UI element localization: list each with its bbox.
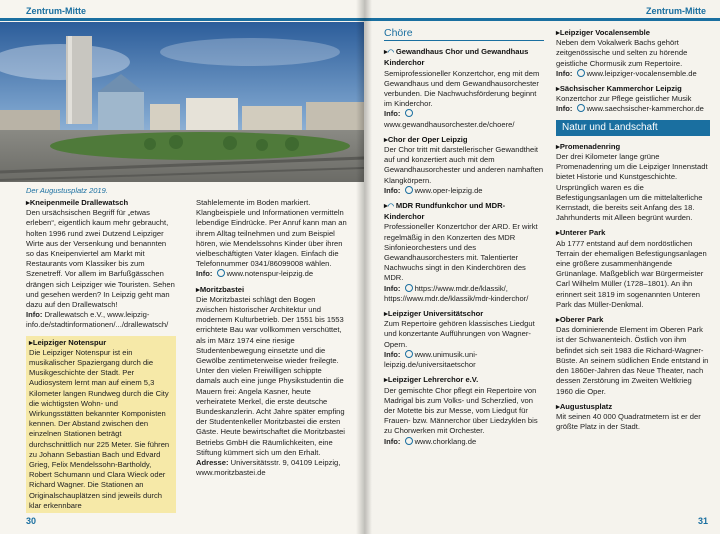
right-column-1 — [384, 28, 544, 452]
entry-text: Semiprofessioneller Konzertchor, eng mit dem Gewandhaus und dem Gewandhausorchester verbunden. Die Nachwuchsförderung beginnt im Kinderchor. — [384, 68, 540, 109]
entry-title: Gewandhaus Chor und Gewandhaus Kinderchor — [384, 47, 529, 68]
entry-vocalensemble — [556, 28, 710, 79]
right-page — [364, 0, 720, 534]
book-gutter-shadow — [356, 0, 372, 534]
entry-title: ▸ Unterer Park — [556, 228, 710, 238]
entry-augustusplatz — [556, 402, 710, 433]
info-text: www.oper-leipzig.de — [414, 185, 483, 195]
entry-title: ▸ Leipziger Lehrerchor e.V. — [384, 375, 544, 385]
globe-icon — [217, 269, 225, 277]
info-label: Info: — [384, 109, 401, 119]
running-head-left: Zentrum-Mitte — [26, 6, 86, 16]
entry-text: Ab 1777 entstand auf dem nordöstlichen Terrain der ehemaligen Befestigungsanlagen eine größere zusammenhängende Grünanlage. Maßgeblich war Bürgermeister Carl Wilhelm Müller (1728–1801). An ihn erinnert seit 1819 im sogenannten Unteren Park das Müller-Denkmal. — [556, 238, 707, 309]
right-column-2 — [556, 28, 710, 437]
info-text: https://www.mdr.de/klassik/, https://www.mdr.de/klassik/mdr-kinderchor/ — [384, 283, 529, 303]
entry-text: Zum Repertoire gehören klassisches Liedgut und konzertante Aufführungen von Wagner-Opern. — [384, 319, 535, 349]
entry-title: ▸ Kneipenmeile Drallewatsch — [26, 198, 176, 208]
entry-title: ▸ Promenadenring — [556, 142, 710, 152]
info-label: Info: — [556, 104, 573, 114]
info-label: Info: — [556, 68, 573, 78]
entry-text: Die Leipziger Notenspur ist ein musikalischer Spaziergang durch die Musikgeschichte der Stadt. Per Audiosystem lernt man auf einem 5,3 Kilometer langen Rundweg durch die City die wichtigsten Wohn- und Wirkungsstätten bekannter Komponisten kennen. Der Abstand zwischen den einzelnen Stationen beträgt durchschnittlich nur 225 Meter. Sie führen zu Johann Sebastian Bach und Edvard Grieg, Felix Mendelssohn-Bartholdy, Robert Schumann und Clara Wieck oder Richard Wagner. Die Stationen an Originalschauplätzen sind jeweils durch klar erkennbare — [29, 347, 170, 510]
info-text: www.gewandhausorchester.de/choere/ — [384, 119, 515, 129]
entry-notenspur — [26, 336, 176, 513]
info-text: www.leipziger-vocalensemble.de — [586, 68, 697, 78]
augustusplatz-photo — [0, 22, 364, 182]
tip-icon: ◠ — [387, 203, 396, 211]
entry-title: ▸ Leipziger Vocalensemble — [556, 28, 710, 38]
info-label: Info: — [196, 269, 213, 279]
entry-text: Der Chor tritt mit darstellerischer Gewandtheit auf und konzertiert auch mit dem Gewandhausorchester und anderen namhaften Klangkörpern. — [384, 145, 544, 185]
photo-caption: Der Augustusplatz 2019. — [26, 186, 108, 195]
entry-moritzbastei — [196, 285, 348, 479]
entry-title: MDR Rundfunkchor und MDR-Kinderchor — [384, 201, 506, 222]
page-number-left: 30 — [26, 516, 37, 526]
info-label: Info: — [26, 310, 43, 320]
info-label: Info: — [384, 283, 401, 293]
entry-unterer-park — [556, 228, 710, 310]
entry-text: Das dominierende Element im Oberen Park ist der Schwanenteich. Östlich von ihm befindet sich seit 1983 die Richard-Wagner-Büste. An seinem südlichen Ende entstand in den 1860er-Jahren das Neue Theater, nach dessen Zerstörung im Zweiten Weltkrieg 1960 die Oper. — [556, 325, 709, 396]
entry-text: Professioneller Konzertchor der ARD. Er wirkt regelmäßig in den Konzerten des MDR Sinfonieorchesters und des Gewandhausorchesters mit. Talentierter Nachwuchs singt in den Kinderchören des MDR. — [384, 222, 538, 283]
entry-title: ▸ Leipziger Universitätschor — [384, 309, 544, 319]
info-label: Info: — [384, 185, 401, 195]
entry-drallewatsch — [26, 198, 176, 331]
info-text: Universitätsstr. 9, 04109 Leipzig, www.moritzbastei.de — [196, 458, 341, 478]
globe-icon — [405, 350, 413, 358]
info-label: Info: — [384, 349, 401, 359]
entry-mdr-chor — [384, 201, 544, 304]
entry-title: ▸ Sächsischer Kammerchor Leipzig — [556, 84, 710, 94]
entry-gewandhaus-chor — [384, 47, 544, 130]
entry-oper-chor — [384, 135, 544, 196]
page-number-right: 31 — [697, 516, 708, 526]
header-rule — [0, 18, 364, 21]
info-text: www.saechsischer-kammerchor.de — [586, 104, 704, 114]
entry-title: ▸ Leipziger Notenspur — [29, 338, 173, 348]
info-label: Adresse: — [196, 458, 229, 468]
globe-icon — [577, 69, 585, 77]
entry-text: Mit seinen 40 000 Quadratmetern ist er der größte Platz in der Stadt. — [556, 411, 701, 432]
entry-text: Der drei Kilometer lange grüne Promenadenring um die Leipziger Innenstadt bietet Historie und Kunstgeschichte. Ursprünglich waren es die Befestigungsanlagen um die mittelalterliche Kernstadt, die bereits seit Anfang des 18. Jahrhunderts mit Alleen begrünt wurden. — [556, 152, 708, 223]
header-rule — [364, 18, 720, 21]
entry-oberer-park — [556, 315, 710, 397]
entry-notenspur-cont — [196, 198, 348, 280]
entry-text: Stahlelemente im Boden markiert. Klangbeispiele und Informationen vermitteln lebendige Eindrücke. Per Anruf kann man an ihrem Alltag teilnehmen und zum Beispiel hören, wie Mendelssohns Kinder über ihren vielbeschäftigten Vater klagen. Einfach die Telefonnummer 0341/86099008 wählen. — [196, 198, 347, 269]
section-heading-choere: Chöre — [384, 28, 544, 41]
entry-title: ▸ Augustusplatz — [556, 402, 710, 412]
globe-icon — [405, 109, 413, 117]
left-column-1 — [26, 198, 176, 518]
info-text: www.unimusik.uni-leipzig.de/universitaetschor — [384, 349, 478, 370]
globe-icon — [405, 186, 413, 194]
globe-icon — [577, 104, 585, 112]
entry-lehrerchor — [384, 375, 544, 446]
entry-text: Den ursächsischen Begriff für „etwas erleben“, eigentlich kaum mehr gebraucht, holten 1996 rund zwei Dutzend Leipziger Wirte aus der Versenkung und benannten so das Kneipenviertel am Markt mit Restaurants vom Klassiker bis zum Szenetreff. Vor allem im Barfußgässchen drängen sich Leipziger wie Touristen. Sehen und gesehen werden? In Leipzig geht man dazu auf den Drallewatsch! — [26, 208, 175, 310]
entry-title: ▸ Oberer Park — [556, 315, 710, 325]
entry-text: Die Moritzbastei schlägt den Bogen zwischen historischer Architektur und modernem Kulturbetrieb. Der 1551 bis 1553 errichtete Bau war vollkommen verschüttet, als im März 1974 eine riesige Studentenbewegung einsetzte und die Gewölbe zentimeterweise wieder freilegte. Unter den vielen Freiwilligen schippte damals auch eine junge Physikstudentin die Mauern frei: Angela Kasner, heute verheiratete Merkel, die erste deutsche Bundeskanzlerin. Acht Jahre später empfing der Studentenkeller Moritzbastei die ersten Gäste. Heute bewirtschaftet die Moritzbastei Betriebs GmbH die Räumlichkeiten, eine Stiftung kümmert sich um den Erhalt. — [196, 294, 345, 457]
globe-icon — [405, 437, 413, 445]
entry-kammerchor — [556, 84, 710, 115]
globe-icon — [405, 284, 413, 292]
info-label: Info: — [384, 436, 401, 446]
left-column-2 — [196, 198, 348, 483]
entry-text: Konzertchor zur Pflege geistlicher Musik — [556, 94, 692, 104]
entry-promenadenring — [556, 142, 710, 224]
info-text: www.notenspur-leipzig.de — [226, 269, 314, 279]
info-text: www.chorklang.de — [414, 436, 477, 446]
entry-universitaetschor — [384, 309, 544, 370]
section-heading-natur: Natur und Landschaft — [556, 120, 710, 136]
entry-title: ▸ Chor der Oper Leipzig — [384, 135, 544, 145]
entry-text: Neben dem Vokalwerk Bachs gehört zeitgenössische und selten zu hörende geistliche Chormusik zum Repertoire. — [556, 38, 688, 68]
tip-icon: ◠ — [387, 49, 396, 57]
info-text: Drallewatsch e.V., www.leipzig-info.de/stadtinformationen/.../drallewatsch/ — [26, 310, 169, 330]
entry-text: Der gemischte Chor pflegt ein Repertoire von Madrigal bis zum Volks- und Scherzlied, von der Motette bis zur Messe, vom Liedgut für Frauen- bzw. Männerchor über Liedzyklen bis zu Chorwerken mit Orchester. — [384, 385, 538, 436]
running-head-right: Zentrum-Mitte — [646, 6, 706, 16]
entry-title: ▸ Moritzbastei — [196, 285, 348, 295]
